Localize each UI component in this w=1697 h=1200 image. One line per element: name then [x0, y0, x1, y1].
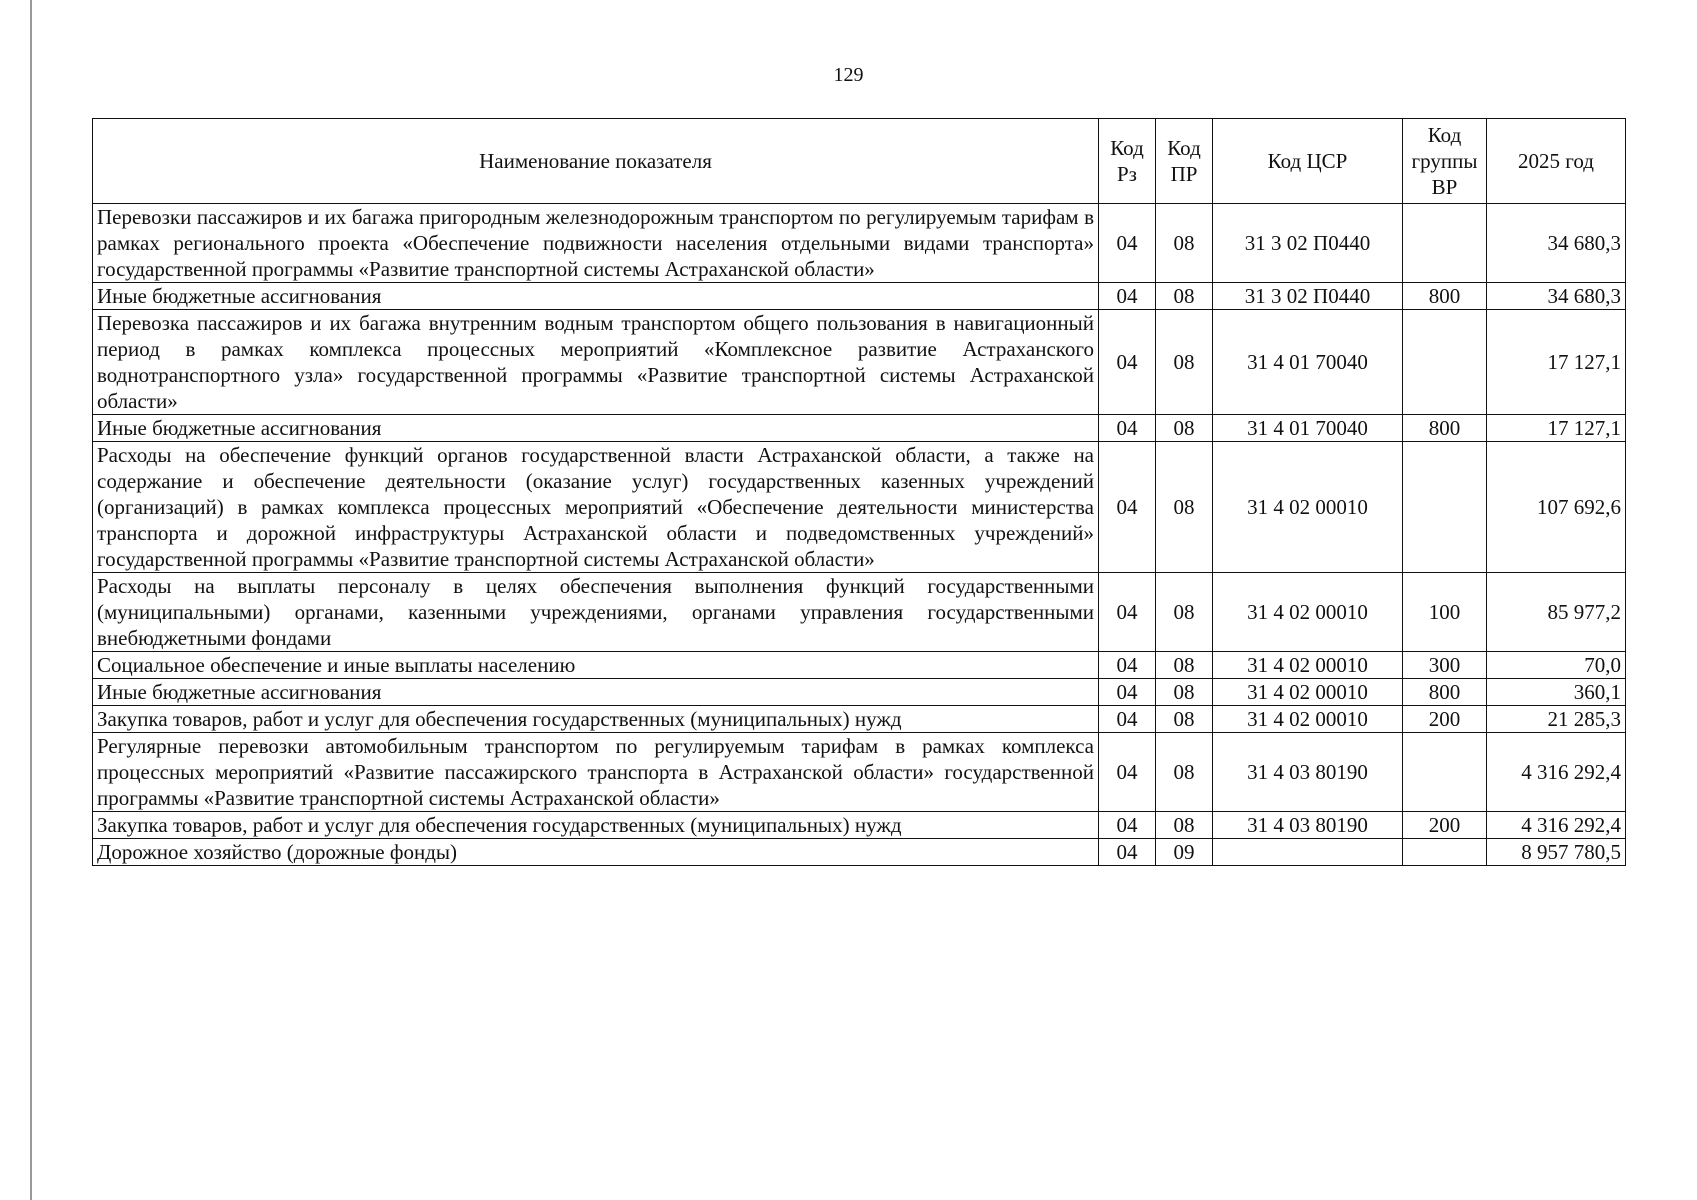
- row-vr: [1403, 839, 1487, 866]
- row-rz: 04: [1099, 204, 1156, 283]
- header-year: 2025 год: [1487, 119, 1626, 204]
- row-amount: 85 977,2: [1487, 573, 1626, 652]
- table-header-row: [93, 119, 1626, 204]
- table-row: [93, 706, 1626, 733]
- row-vr: 200: [1403, 812, 1487, 839]
- row-name: Расходы на выплаты персоналу в целях обеспечения выполнения функций государственными (муниципальными) органами, казенными учреждениями, органами управления государственными внебюджетными фондами: [93, 573, 1099, 652]
- row-csr: 31 4 03 80190: [1213, 733, 1403, 812]
- table-row: [93, 442, 1626, 573]
- row-amount: 107 692,6: [1487, 442, 1626, 573]
- table-row: [93, 283, 1626, 310]
- row-rz: 04: [1099, 733, 1156, 812]
- row-vr: 800: [1403, 679, 1487, 706]
- table-row: [93, 310, 1626, 415]
- row-rz: 04: [1099, 679, 1156, 706]
- row-csr: 31 4 02 00010: [1213, 442, 1403, 573]
- row-name: Перевозки пассажиров и их багажа пригородным железнодорожным транспортом по регулируемым тарифам в рамках регионального проекта «Обеспечение подвижности населения отдельными видами транспорта» государственной программы «Развитие транспортной системы Астраханской области»: [93, 204, 1099, 283]
- row-rz: 04: [1099, 415, 1156, 442]
- row-pr: 08: [1156, 733, 1213, 812]
- row-pr: 09: [1156, 839, 1213, 866]
- row-amount: 34 680,3: [1487, 204, 1626, 283]
- row-name: Дорожное хозяйство (дорожные фонды): [93, 839, 1099, 866]
- row-amount: 4 316 292,4: [1487, 812, 1626, 839]
- row-pr: 08: [1156, 442, 1213, 573]
- row-rz: 04: [1099, 812, 1156, 839]
- table-row: [93, 839, 1626, 866]
- row-amount: 34 680,3: [1487, 283, 1626, 310]
- row-pr: 08: [1156, 310, 1213, 415]
- row-amount: 8 957 780,5: [1487, 839, 1626, 866]
- row-name: Расходы на обеспечение функций органов государственной власти Астраханской области, а также на содержание и обеспечение деятельности (оказание услуг) государственных казенных учреждений (организаций) в рамках комплекса процессных мероприятий «Обеспечение деятельности министерства транспорта и дорожной инфраструктуры Астраханской области и подведомственных учреждений» государственной программы «Развитие транспортной системы Астраханской области»: [93, 442, 1099, 573]
- row-name: Перевозка пассажиров и их багажа внутренним водным транспортом общего пользования в навигационный период в рамках комплекса процессных мероприятий «Комплексное развитие Астраханского воднотранспортного узла» государственной программы «Развитие транспортной системы Астраханской области»: [93, 310, 1099, 415]
- row-csr: 31 4 02 00010: [1213, 706, 1403, 733]
- row-rz: 04: [1099, 706, 1156, 733]
- row-csr: 31 4 02 00010: [1213, 679, 1403, 706]
- row-rz: 04: [1099, 652, 1156, 679]
- row-pr: 08: [1156, 706, 1213, 733]
- row-name: Иные бюджетные ассигнования: [93, 415, 1099, 442]
- table-row: [93, 733, 1626, 812]
- row-csr: 31 3 02 П0440: [1213, 283, 1403, 310]
- row-vr: 800: [1403, 283, 1487, 310]
- row-pr: 08: [1156, 204, 1213, 283]
- row-csr: 31 3 02 П0440: [1213, 204, 1403, 283]
- row-name: Регулярные перевозки автомобильным транспортом по регулируемым тарифам в рамках комплекса процессных мероприятий «Развитие пассажирского транспорта в Астраханской области» государственной программы «Развитие транспортной системы Астраханской области»: [93, 733, 1099, 812]
- row-pr: 08: [1156, 415, 1213, 442]
- table-row: [93, 573, 1626, 652]
- row-rz: 04: [1099, 283, 1156, 310]
- header-vr: Код группы ВР: [1403, 119, 1487, 204]
- row-name: Иные бюджетные ассигнования: [93, 679, 1099, 706]
- budget-table: [92, 118, 1626, 866]
- row-vr: [1403, 204, 1487, 283]
- row-csr: 31 4 02 00010: [1213, 652, 1403, 679]
- row-rz: 04: [1099, 839, 1156, 866]
- row-rz: 04: [1099, 310, 1156, 415]
- row-csr: 31 4 01 70040: [1213, 310, 1403, 415]
- row-pr: 08: [1156, 652, 1213, 679]
- row-amount: 17 127,1: [1487, 415, 1626, 442]
- row-amount: 360,1: [1487, 679, 1626, 706]
- row-pr: 08: [1156, 679, 1213, 706]
- table-row: [93, 415, 1626, 442]
- row-pr: 08: [1156, 573, 1213, 652]
- row-csr: 31 4 01 70040: [1213, 415, 1403, 442]
- row-rz: 04: [1099, 442, 1156, 573]
- row-amount: 70,0: [1487, 652, 1626, 679]
- row-pr: 08: [1156, 812, 1213, 839]
- row-pr: 08: [1156, 283, 1213, 310]
- table-row: [93, 812, 1626, 839]
- row-name: Иные бюджетные ассигнования: [93, 283, 1099, 310]
- row-vr: [1403, 310, 1487, 415]
- row-csr: 31 4 02 00010: [1213, 573, 1403, 652]
- row-vr: 300: [1403, 652, 1487, 679]
- page-number: 129: [833, 64, 864, 86]
- row-amount: 4 316 292,4: [1487, 733, 1626, 812]
- header-pr: Код ПР: [1156, 119, 1213, 204]
- row-csr: 31 4 03 80190: [1213, 812, 1403, 839]
- row-amount: 21 285,3: [1487, 706, 1626, 733]
- header-name: Наименование показателя: [93, 119, 1099, 204]
- row-name: Социальное обеспечение и иные выплаты населению: [93, 652, 1099, 679]
- row-name: Закупка товаров, работ и услуг для обеспечения государственных (муниципальных) нужд: [93, 706, 1099, 733]
- table-row: [93, 652, 1626, 679]
- table-row: [93, 679, 1626, 706]
- row-rz: 04: [1099, 573, 1156, 652]
- table-row: [93, 204, 1626, 283]
- row-vr: [1403, 733, 1487, 812]
- row-csr: [1213, 839, 1403, 866]
- row-name: Закупка товаров, работ и услуг для обеспечения государственных (муниципальных) нужд: [93, 812, 1099, 839]
- header-rz: Код Рз: [1099, 119, 1156, 204]
- scan-edge-line: [30, 0, 32, 1200]
- row-vr: 800: [1403, 415, 1487, 442]
- row-vr: [1403, 442, 1487, 573]
- row-vr: 100: [1403, 573, 1487, 652]
- header-csr: Код ЦСР: [1213, 119, 1403, 204]
- row-amount: 17 127,1: [1487, 310, 1626, 415]
- row-vr: 200: [1403, 706, 1487, 733]
